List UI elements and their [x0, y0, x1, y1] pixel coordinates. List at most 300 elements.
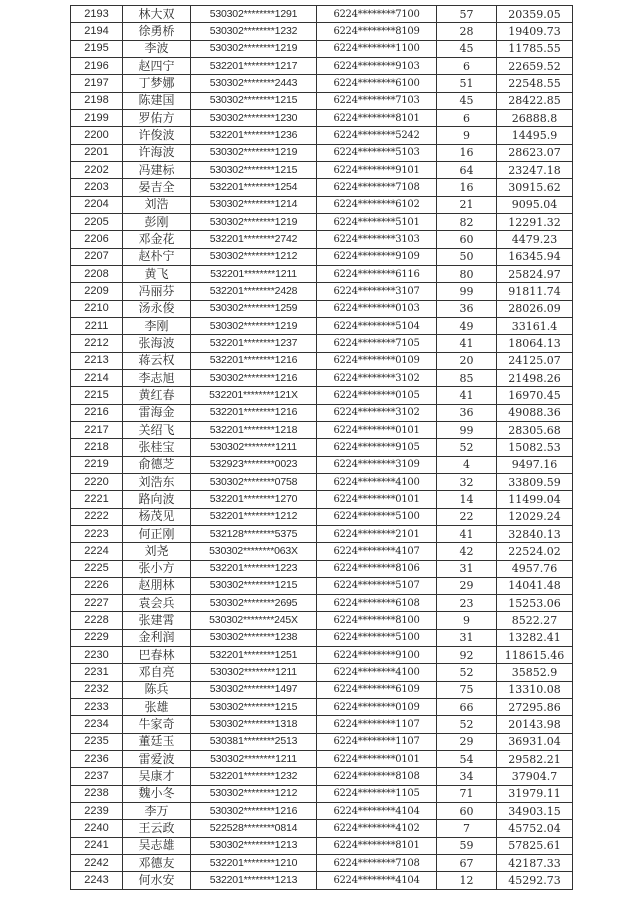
- name-cell: 张桂宝: [123, 439, 191, 456]
- name-cell: 徐勇桥: [123, 23, 191, 40]
- id-number-cell: 532201********1210: [191, 855, 317, 872]
- row-number-cell: 2205: [71, 213, 123, 230]
- table-row: [71, 577, 573, 594]
- amount-cell: 45292.73: [497, 872, 573, 889]
- count-cell: 22: [437, 508, 497, 525]
- row-number-cell: 2203: [71, 179, 123, 196]
- id-number-cell: 530302********1215: [191, 92, 317, 109]
- table-row: [71, 820, 573, 837]
- amount-cell: 37904.7: [497, 768, 573, 785]
- name-cell: 李志旭: [123, 369, 191, 386]
- name-cell: 陈兵: [123, 681, 191, 698]
- card-number-cell: 6224********4100: [317, 664, 437, 681]
- name-cell: 黄飞: [123, 265, 191, 282]
- id-number-cell: 530302********1215: [191, 699, 317, 716]
- id-number-cell: 532201********1254: [191, 179, 317, 196]
- id-number-cell: 530302********1212: [191, 248, 317, 265]
- table-row: [71, 40, 573, 57]
- count-cell: 52: [437, 716, 497, 733]
- count-cell: 67: [437, 855, 497, 872]
- card-number-cell: 6224********8101: [317, 837, 437, 854]
- table-row: [71, 855, 573, 872]
- table-row: [71, 768, 573, 785]
- name-cell: 汤永俊: [123, 300, 191, 317]
- id-number-cell: 530302********1214: [191, 196, 317, 213]
- count-cell: 66: [437, 699, 497, 716]
- card-number-cell: 6224********3102: [317, 369, 437, 386]
- row-number-cell: 2228: [71, 612, 123, 629]
- card-number-cell: 6224********5242: [317, 127, 437, 144]
- card-number-cell: 6224********8106: [317, 560, 437, 577]
- table-row: [71, 612, 573, 629]
- card-number-cell: 6224********9100: [317, 647, 437, 664]
- card-number-cell: 6224********9101: [317, 161, 437, 178]
- table-row: [71, 387, 573, 404]
- card-number-cell: 6224********0105: [317, 387, 437, 404]
- id-number-cell: 530302********1259: [191, 300, 317, 317]
- card-number-cell: 6224********6116: [317, 265, 437, 282]
- amount-cell: 11499.04: [497, 491, 573, 508]
- table-row: [71, 733, 573, 750]
- table-row: [71, 144, 573, 161]
- name-cell: 黄红春: [123, 387, 191, 404]
- table-row: [71, 785, 573, 802]
- table-body: [71, 6, 573, 890]
- name-cell: 刘浩: [123, 196, 191, 213]
- id-number-cell: 522528********0814: [191, 820, 317, 837]
- amount-cell: 33809.59: [497, 473, 573, 490]
- card-number-cell: 6224********4104: [317, 803, 437, 820]
- table-row: [71, 404, 573, 421]
- card-number-cell: 6224********1107: [317, 716, 437, 733]
- amount-cell: 12029.24: [497, 508, 573, 525]
- name-cell: 刘浩东: [123, 473, 191, 490]
- row-number-cell: 2209: [71, 283, 123, 300]
- amount-cell: 14495.9: [497, 127, 573, 144]
- row-number-cell: 2219: [71, 456, 123, 473]
- row-number-cell: 2229: [71, 629, 123, 646]
- amount-cell: 24125.07: [497, 352, 573, 369]
- card-number-cell: 6224********9109: [317, 248, 437, 265]
- row-number-cell: 2241: [71, 837, 123, 854]
- row-number-cell: 2232: [71, 681, 123, 698]
- amount-cell: 22524.02: [497, 543, 573, 560]
- row-number-cell: 2222: [71, 508, 123, 525]
- count-cell: 45: [437, 92, 497, 109]
- name-cell: 金利润: [123, 629, 191, 646]
- row-number-cell: 2242: [71, 855, 123, 872]
- id-number-cell: 530302********1230: [191, 109, 317, 126]
- name-cell: 何正刚: [123, 525, 191, 542]
- row-number-cell: 2226: [71, 577, 123, 594]
- table-row: [71, 473, 573, 490]
- card-number-cell: 6224********4102: [317, 820, 437, 837]
- count-cell: 9: [437, 127, 497, 144]
- amount-cell: 14041.48: [497, 577, 573, 594]
- id-number-cell: 532201********121X: [191, 387, 317, 404]
- card-number-cell: 6224********3103: [317, 231, 437, 248]
- id-number-cell: 532201********1212: [191, 508, 317, 525]
- table-row: [71, 595, 573, 612]
- count-cell: 42: [437, 543, 497, 560]
- amount-cell: 91811.74: [497, 283, 573, 300]
- amount-cell: 49088.36: [497, 404, 573, 421]
- table-row: [71, 231, 573, 248]
- count-cell: 41: [437, 335, 497, 352]
- count-cell: 16: [437, 144, 497, 161]
- name-cell: 牛家奇: [123, 716, 191, 733]
- amount-cell: 118615.46: [497, 647, 573, 664]
- id-number-cell: 532201********1237: [191, 335, 317, 352]
- row-number-cell: 2199: [71, 109, 123, 126]
- id-number-cell: 530302********1211: [191, 439, 317, 456]
- amount-cell: 42187.33: [497, 855, 573, 872]
- card-number-cell: 6224********1107: [317, 733, 437, 750]
- id-number-cell: 530302********1219: [191, 317, 317, 334]
- amount-cell: 34903.15: [497, 803, 573, 820]
- name-cell: 赵朴宁: [123, 248, 191, 265]
- amount-cell: 22548.55: [497, 75, 573, 92]
- row-number-cell: 2227: [71, 595, 123, 612]
- id-number-cell: 532201********1251: [191, 647, 317, 664]
- card-number-cell: 6224********2101: [317, 525, 437, 542]
- table-row: [71, 75, 573, 92]
- name-cell: 袁会兵: [123, 595, 191, 612]
- id-number-cell: 532201********1213: [191, 872, 317, 889]
- count-cell: 4: [437, 456, 497, 473]
- card-number-cell: 6224********5104: [317, 317, 437, 334]
- row-number-cell: 2237: [71, 768, 123, 785]
- amount-cell: 13282.41: [497, 629, 573, 646]
- table-row: [71, 265, 573, 282]
- amount-cell: 33161.4: [497, 317, 573, 334]
- row-number-cell: 2236: [71, 751, 123, 768]
- count-cell: 52: [437, 439, 497, 456]
- name-cell: 张建霄: [123, 612, 191, 629]
- name-cell: 董廷玉: [123, 733, 191, 750]
- count-cell: 41: [437, 525, 497, 542]
- card-number-cell: 6224********7103: [317, 92, 437, 109]
- table-row: [71, 543, 573, 560]
- count-cell: 32: [437, 473, 497, 490]
- card-number-cell: 6224********8108: [317, 768, 437, 785]
- amount-cell: 20143.98: [497, 716, 573, 733]
- id-number-cell: 530302********1219: [191, 213, 317, 230]
- table-row: [71, 491, 573, 508]
- card-number-cell: 6224********6108: [317, 595, 437, 612]
- row-number-cell: 2202: [71, 161, 123, 178]
- id-number-cell: 532923********0023: [191, 456, 317, 473]
- name-cell: 刘尧: [123, 543, 191, 560]
- count-cell: 99: [437, 283, 497, 300]
- row-number-cell: 2195: [71, 40, 123, 57]
- table-row: [71, 352, 573, 369]
- count-cell: 9: [437, 612, 497, 629]
- card-number-cell: 6224********0101: [317, 421, 437, 438]
- table-row: [71, 751, 573, 768]
- table-row: [71, 300, 573, 317]
- name-cell: 邓德友: [123, 855, 191, 872]
- card-number-cell: 6224********8100: [317, 612, 437, 629]
- row-number-cell: 2218: [71, 439, 123, 456]
- name-cell: 陈建国: [123, 92, 191, 109]
- table-row: [71, 317, 573, 334]
- row-number-cell: 2239: [71, 803, 123, 820]
- id-number-cell: 530302********1215: [191, 161, 317, 178]
- row-number-cell: 2217: [71, 421, 123, 438]
- amount-cell: 26888.8: [497, 109, 573, 126]
- card-number-cell: 6224********7108: [317, 855, 437, 872]
- table-row: [71, 23, 573, 40]
- id-number-cell: 532201********1218: [191, 421, 317, 438]
- row-number-cell: 2200: [71, 127, 123, 144]
- card-number-cell: 6224********6100: [317, 75, 437, 92]
- row-number-cell: 2213: [71, 352, 123, 369]
- name-cell: 杨茂见: [123, 508, 191, 525]
- row-number-cell: 2196: [71, 57, 123, 74]
- card-number-cell: 6224********0101: [317, 751, 437, 768]
- name-cell: 雷爱波: [123, 751, 191, 768]
- table-row: [71, 161, 573, 178]
- amount-cell: 30915.62: [497, 179, 573, 196]
- name-cell: 雷海金: [123, 404, 191, 421]
- row-number-cell: 2233: [71, 699, 123, 716]
- amount-cell: 8522.27: [497, 612, 573, 629]
- row-number-cell: 2235: [71, 733, 123, 750]
- table-row: [71, 681, 573, 698]
- row-number-cell: 2214: [71, 369, 123, 386]
- card-number-cell: 6224********5100: [317, 508, 437, 525]
- table-row: [71, 872, 573, 889]
- card-number-cell: 6224********7108: [317, 179, 437, 196]
- table-row: [71, 560, 573, 577]
- table-row: [71, 196, 573, 213]
- id-number-cell: 530302********245X: [191, 612, 317, 629]
- row-number-cell: 2211: [71, 317, 123, 334]
- name-cell: 魏小冬: [123, 785, 191, 802]
- row-number-cell: 2238: [71, 785, 123, 802]
- table-row: [71, 109, 573, 126]
- id-number-cell: 532201********1223: [191, 560, 317, 577]
- card-number-cell: 6224********0109: [317, 352, 437, 369]
- id-number-cell: 530381********2513: [191, 733, 317, 750]
- amount-cell: 11785.55: [497, 40, 573, 57]
- card-number-cell: 6224********6109: [317, 681, 437, 698]
- row-number-cell: 2208: [71, 265, 123, 282]
- table-row: [71, 335, 573, 352]
- amount-cell: 35852.9: [497, 664, 573, 681]
- table-row: [71, 647, 573, 664]
- id-number-cell: 530302********1211: [191, 664, 317, 681]
- id-number-cell: 530302********1232: [191, 23, 317, 40]
- name-cell: 俞德芝: [123, 456, 191, 473]
- name-cell: 许俊波: [123, 127, 191, 144]
- card-number-cell: 6224********4104: [317, 872, 437, 889]
- count-cell: 41: [437, 387, 497, 404]
- card-number-cell: 6224********1100: [317, 40, 437, 57]
- table-row: [71, 179, 573, 196]
- name-cell: 李刚: [123, 317, 191, 334]
- amount-cell: 25824.97: [497, 265, 573, 282]
- card-number-cell: 6224********9103: [317, 57, 437, 74]
- count-cell: 20: [437, 352, 497, 369]
- card-number-cell: 6224********8109: [317, 23, 437, 40]
- id-number-cell: 530302********1211: [191, 751, 317, 768]
- count-cell: 7: [437, 820, 497, 837]
- table-row: [71, 213, 573, 230]
- card-number-cell: 6224********3107: [317, 283, 437, 300]
- id-number-cell: 532201********2742: [191, 231, 317, 248]
- name-cell: 李波: [123, 40, 191, 57]
- count-cell: 34: [437, 768, 497, 785]
- data-table: [70, 5, 573, 890]
- name-cell: 何水安: [123, 872, 191, 889]
- amount-cell: 32840.13: [497, 525, 573, 542]
- name-cell: 李万: [123, 803, 191, 820]
- id-number-cell: 530302********1238: [191, 629, 317, 646]
- row-number-cell: 2223: [71, 525, 123, 542]
- table-row: [71, 837, 573, 854]
- id-number-cell: 532128********5375: [191, 525, 317, 542]
- card-number-cell: 6224********5100: [317, 629, 437, 646]
- amount-cell: 31979.11: [497, 785, 573, 802]
- name-cell: 彭刚: [123, 213, 191, 230]
- card-number-cell: 6224********5103: [317, 144, 437, 161]
- table-row: [71, 248, 573, 265]
- amount-cell: 4479.23: [497, 231, 573, 248]
- id-number-cell: 530302********1215: [191, 577, 317, 594]
- amount-cell: 28623.07: [497, 144, 573, 161]
- count-cell: 60: [437, 231, 497, 248]
- name-cell: 王云政: [123, 820, 191, 837]
- card-number-cell: 6224********4100: [317, 473, 437, 490]
- card-number-cell: 6224********6102: [317, 196, 437, 213]
- table-row: [71, 127, 573, 144]
- table-row: [71, 369, 573, 386]
- count-cell: 36: [437, 300, 497, 317]
- count-cell: 75: [437, 681, 497, 698]
- count-cell: 51: [437, 75, 497, 92]
- row-number-cell: 2210: [71, 300, 123, 317]
- count-cell: 85: [437, 369, 497, 386]
- count-cell: 16: [437, 179, 497, 196]
- count-cell: 23: [437, 595, 497, 612]
- name-cell: 路向波: [123, 491, 191, 508]
- amount-cell: 16970.45: [497, 387, 573, 404]
- table-row: [71, 716, 573, 733]
- count-cell: 29: [437, 733, 497, 750]
- id-number-cell: 530302********1213: [191, 837, 317, 854]
- table-row: [71, 421, 573, 438]
- row-number-cell: 2197: [71, 75, 123, 92]
- name-cell: 许海波: [123, 144, 191, 161]
- table-row: [71, 283, 573, 300]
- count-cell: 99: [437, 421, 497, 438]
- count-cell: 29: [437, 577, 497, 594]
- card-number-cell: 6224********3102: [317, 404, 437, 421]
- count-cell: 71: [437, 785, 497, 802]
- count-cell: 31: [437, 560, 497, 577]
- amount-cell: 28305.68: [497, 421, 573, 438]
- count-cell: 57: [437, 6, 497, 23]
- table-row: [71, 439, 573, 456]
- count-cell: 60: [437, 803, 497, 820]
- amount-cell: 36931.04: [497, 733, 573, 750]
- count-cell: 59: [437, 837, 497, 854]
- name-cell: 巴春林: [123, 647, 191, 664]
- amount-cell: 57825.61: [497, 837, 573, 854]
- name-cell: 林大双: [123, 6, 191, 23]
- id-number-cell: 530302********1219: [191, 144, 317, 161]
- name-cell: 邓自亮: [123, 664, 191, 681]
- table-row: [71, 803, 573, 820]
- row-number-cell: 2234: [71, 716, 123, 733]
- amount-cell: 19409.73: [497, 23, 573, 40]
- row-number-cell: 2231: [71, 664, 123, 681]
- name-cell: 张海波: [123, 335, 191, 352]
- count-cell: 80: [437, 265, 497, 282]
- count-cell: 36: [437, 404, 497, 421]
- table-row: [71, 6, 573, 23]
- row-number-cell: 2198: [71, 92, 123, 109]
- card-number-cell: 6224********0109: [317, 699, 437, 716]
- amount-cell: 16345.94: [497, 248, 573, 265]
- id-number-cell: 532201********1270: [191, 491, 317, 508]
- count-cell: 92: [437, 647, 497, 664]
- id-number-cell: 530302********1318: [191, 716, 317, 733]
- row-number-cell: 2225: [71, 560, 123, 577]
- amount-cell: 13310.08: [497, 681, 573, 698]
- id-number-cell: 530302********1216: [191, 803, 317, 820]
- name-cell: 张小方: [123, 560, 191, 577]
- id-number-cell: 532201********1216: [191, 352, 317, 369]
- card-number-cell: 6224********5107: [317, 577, 437, 594]
- id-number-cell: 530302********1212: [191, 785, 317, 802]
- name-cell: 丁梦娜: [123, 75, 191, 92]
- amount-cell: 12291.32: [497, 213, 573, 230]
- row-number-cell: 2224: [71, 543, 123, 560]
- name-cell: 冯建标: [123, 161, 191, 178]
- table-row: [71, 456, 573, 473]
- amount-cell: 18064.13: [497, 335, 573, 352]
- row-number-cell: 2207: [71, 248, 123, 265]
- count-cell: 54: [437, 751, 497, 768]
- row-number-cell: 2194: [71, 23, 123, 40]
- row-number-cell: 2201: [71, 144, 123, 161]
- amount-cell: 4957.76: [497, 560, 573, 577]
- row-number-cell: 2193: [71, 6, 123, 23]
- name-cell: 冯丽芬: [123, 283, 191, 300]
- id-number-cell: 532201********1232: [191, 768, 317, 785]
- name-cell: 蒋云权: [123, 352, 191, 369]
- amount-cell: 45752.04: [497, 820, 573, 837]
- card-number-cell: 6224********3109: [317, 456, 437, 473]
- amount-cell: 28026.09: [497, 300, 573, 317]
- table-row: [71, 525, 573, 542]
- id-number-cell: 530302********1291: [191, 6, 317, 23]
- count-cell: 50: [437, 248, 497, 265]
- card-number-cell: 6224********8101: [317, 109, 437, 126]
- card-number-cell: 6224********9105: [317, 439, 437, 456]
- name-cell: 罗佑方: [123, 109, 191, 126]
- table-row: [71, 629, 573, 646]
- amount-cell: 9497.16: [497, 456, 573, 473]
- amount-cell: 28422.85: [497, 92, 573, 109]
- count-cell: 6: [437, 57, 497, 74]
- amount-cell: 21498.26: [497, 369, 573, 386]
- name-cell: 关绍飞: [123, 421, 191, 438]
- card-number-cell: 6224********5101: [317, 213, 437, 230]
